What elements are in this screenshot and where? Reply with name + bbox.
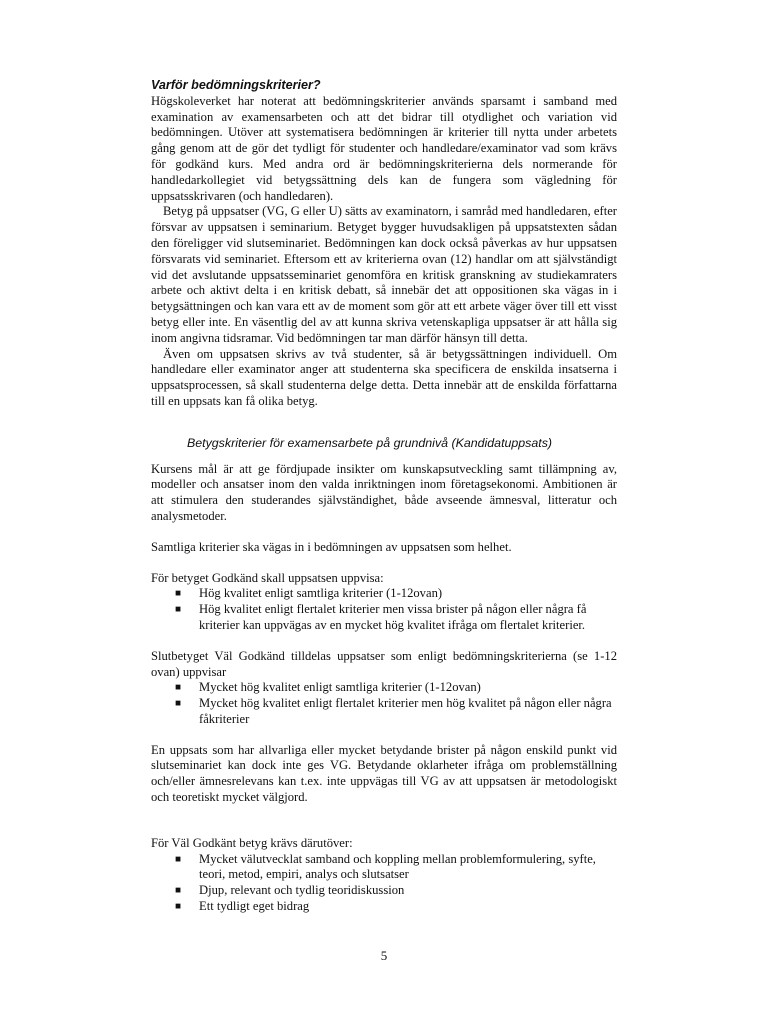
godkand-list xyxy=(151,586,617,633)
paragraph-1: Högskoleverket har noterat att bedömningskriterier används sparsamt i samband med examination av examensarbeten och att det bidrar till otydlighet och variation vid bedömningen. Utöver att systematisera bedömningen är kriterier till nytta under arbetets gång genom att de gör det tydligt för studenter och handledare/examinator vad som krävs för godkänd kurs. Med andra ord är bedömningskriterierna dels normerande för handledarkollegiet vid betygssättning dels kan de fungera som vägledning för uppsatsskrivaren (och handledaren). xyxy=(151,93,617,203)
godkand-intro: För betyget Godkänd skall uppsatsen uppvisa: xyxy=(151,570,384,585)
list-item xyxy=(175,899,617,915)
val-godkand-intro: Slutbetyget Väl Godkänd tilldelas uppsatser som enligt bedömningskriterierna (se 1-12 ovan) uppvisar xyxy=(151,648,617,679)
list-item-text: Mycket hög kvalitet enligt flertalet kriterier men hög kvalitet på någon eller några fåkriterier xyxy=(199,696,612,726)
bullet-icon: ■ xyxy=(175,698,182,710)
page-number: 5 xyxy=(380,948,388,963)
all-criteria-paragraph: Samtliga kriterier ska vägas in i bedömningen av uppsatsen som helhet. xyxy=(151,539,512,554)
list-item-text: Hög kvalitet enligt samtliga kriterier (1-12ovan) xyxy=(199,586,443,601)
bullet-icon: ■ xyxy=(175,901,182,913)
bullet-icon: ■ xyxy=(175,682,182,694)
list-item-text: Mycket hög kvalitet enligt samtliga kriterier (1-12ovan) xyxy=(199,680,481,695)
bullet-icon: ■ xyxy=(175,853,182,865)
list-item-text: Ett tydligt eget bidrag xyxy=(199,899,310,914)
bullet-icon: ■ xyxy=(175,588,182,600)
list-item xyxy=(175,852,617,884)
paragraph-2: Betyg på uppsatser (VG, G eller U) sätts av examinatorn, i samråd med handledaren, efter försvar av uppsatsen i seminarium. Betyget bygger huvudsakligen på uppsatstexten sådan den föreligger vid slutseminariet. Bedömningen kan dock också påverkas av hur uppsatsen försvarats vid seminariet. Eftersom ett av kriterierna ovan (12) handlar om att självständigt vid det avslutande uppsatsseminariet genomföra en kritisk granskning av studiekamraters arbete och aktivt delta i en kritisk debatt, så innebär det att oppositionen ska vägas in i betygsättningen och kan vara ett av de moment som gör att ett arbete väger över till ett visst betyg eller inte. En väsentlig del av att kunna skriva vetenskapliga uppsatser är att hålla sig inom angivna tidsramar. Vid bedömningen tar man därför hänsyn till detta. xyxy=(151,204,617,345)
serious-flaws-paragraph: En uppsats som har allvarliga eller mycket betydande brister på någon enskild punkt vid slutseminariet kan dock inte ges VG. Betydande oklarheter ifråga om problemställning och/eller ämnesrelevans kan t.ex. inte uppvägas till VG av att uppsatsen är metodologiskt och teoretiskt mycket välgjord. xyxy=(151,742,617,805)
list-item xyxy=(175,602,617,634)
course-goal-paragraph: Kursens mål är att ge fördjupade insikter om kunskapsutveckling samt tillämpning av, modeller och ansatser inom den valda inriktningen inom företagsekonomi. Ambitionen är att stimulera den studerandes självständighet, både avseende ämnesval, litteratur och analysmetoder. xyxy=(151,461,617,523)
list-item xyxy=(175,586,617,602)
section-heading: Varför bedömningskriterier? xyxy=(151,78,321,92)
list-item xyxy=(175,680,617,696)
list-item-text: Djup, relevant och tydlig teoridiskussion xyxy=(199,883,405,898)
page-content xyxy=(151,78,617,915)
list-item xyxy=(175,696,617,728)
extra-requirements-list xyxy=(151,852,617,915)
criteria-subheading: Betygskriterier för examensarbete på grundnivå (Kandidatuppsats) xyxy=(187,435,553,450)
bullet-icon: ■ xyxy=(175,885,182,897)
paragraph-3: Även om uppsatsen skrivs av två studenter, så är betygssättningen individuell. Om handledare eller examinator anger att studenterna ska specificera de enskilda insatserna i uppsatsprocessen, så skall studenterna delge detta. Detta innebär att de enskilda författarna till en uppsats kan få olika betyg. xyxy=(151,346,617,408)
list-item-text: Hög kvalitet enligt flertalet kriterier men vissa brister på någon eller några få kriterier kan uppvägas av en mycket hög kvalitet ifråga om flertalet kriterier. xyxy=(199,602,587,632)
list-item xyxy=(175,883,617,899)
val-godkand-list xyxy=(151,680,617,727)
list-item-text: Mycket välutvecklat samband och koppling mellan problemformulering, syfte, teori, metod, empiri, analys och slutsatser xyxy=(199,851,596,882)
extra-requirements-intro: För Väl Godkänt betyg krävs därutöver: xyxy=(151,835,353,850)
bullet-icon: ■ xyxy=(175,604,182,616)
